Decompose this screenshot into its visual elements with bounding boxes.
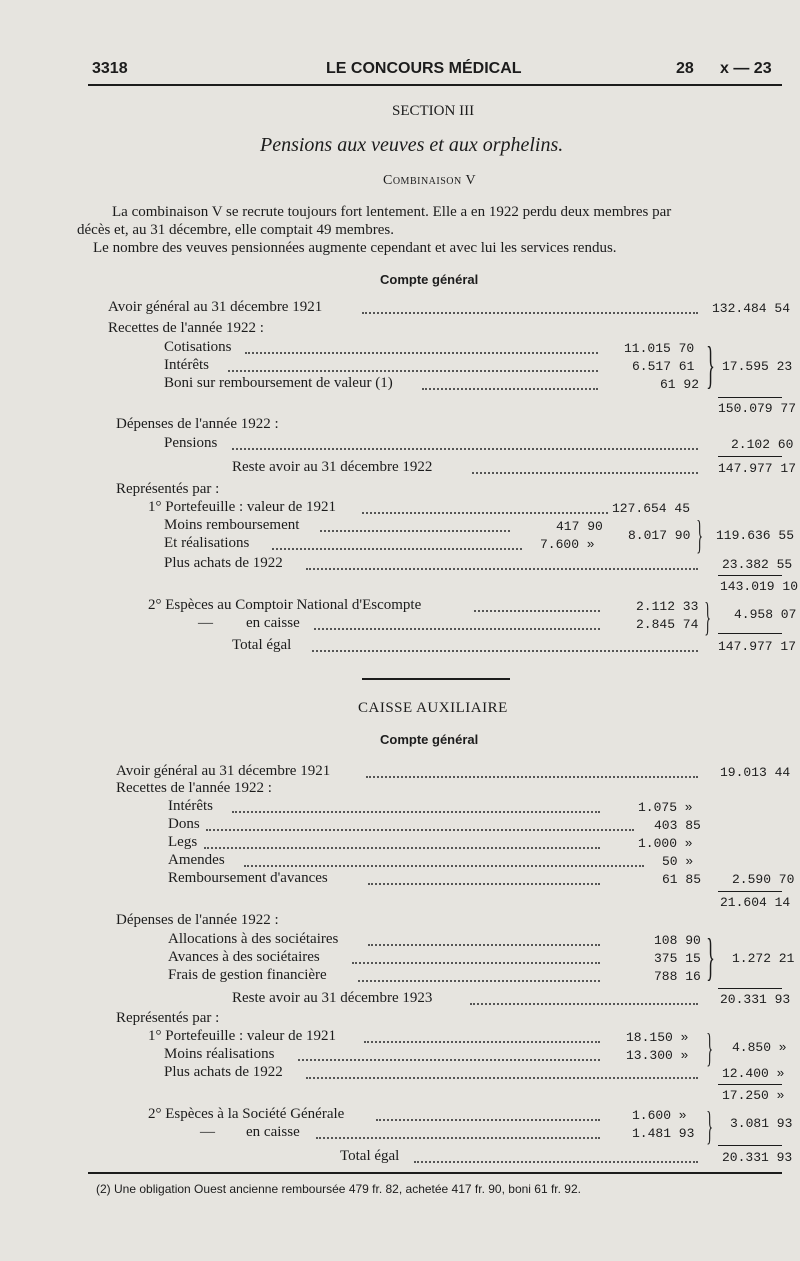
c2-subtotal: 21.604 14	[720, 895, 791, 910]
dot-leader	[306, 1077, 698, 1079]
footer-rule	[88, 1172, 782, 1174]
intro-line-1: La combinaison V se recrute toujours fort lentement. Elle a en 1922 perdu deux membres par	[112, 204, 672, 220]
c1-representes: Représentés par :	[116, 481, 220, 497]
c2-item-4-label: Remboursement d'avances	[168, 870, 328, 886]
dot-leader	[362, 312, 698, 314]
c1-portefeuille-value: 127.654 45	[612, 501, 691, 516]
section-subtitle: Combinaison V	[383, 173, 477, 188]
issue-suffix: x — 23	[720, 60, 772, 77]
c1-pensions-value: 2.102 60	[731, 437, 794, 452]
dot-leader	[366, 776, 698, 778]
c2-avoir-label: Avoir général au 31 décembre 1921	[116, 763, 331, 779]
caisse-title: CAISSE AUXILIAIRE	[358, 700, 508, 716]
c2-achats-value: 12.400 »	[722, 1066, 785, 1081]
c2-moins-label: Moins réalisations	[164, 1046, 275, 1062]
c1-especes-total: 4.958 07	[734, 607, 797, 622]
dot-leader	[422, 388, 598, 390]
dot-leader	[204, 847, 600, 849]
dot-leader	[414, 1161, 698, 1163]
sum-rule	[718, 891, 782, 892]
sum-rule	[718, 988, 782, 989]
c1-realisations-label: Et réalisations	[164, 535, 250, 551]
sum-rule	[718, 1145, 782, 1146]
c1-avoir-value: 132.484 54	[712, 301, 791, 316]
c1-depenses-label: Dépenses de l'année 1922 :	[116, 416, 279, 432]
c2-especes-total: 3.081 93	[730, 1116, 793, 1131]
dot-leader	[314, 628, 600, 630]
c2-especes-value: 1.600 »	[632, 1108, 687, 1123]
intro-line-3: Le nombre des veuves pensionnées augmente cependant et avec lui les services rendus.	[93, 240, 617, 256]
c2-dep-0-value: 108 90	[654, 933, 701, 948]
c1-interets-label: Intérêts	[164, 357, 209, 373]
c2-dep-2-value: 788 16	[654, 969, 701, 984]
c1-moins-label: Moins remboursement	[164, 517, 300, 533]
c1-achats-value: 23.382 55	[722, 557, 793, 572]
c1-caisse-label: en caisse	[246, 615, 300, 631]
c1-recettes-total: 17.595 23	[722, 359, 793, 374]
c2-item-2-label: Legs	[168, 834, 198, 850]
dot-leader	[376, 1119, 600, 1121]
c2-portefeuille-total: 17.250 »	[722, 1088, 785, 1103]
brace-icon: }	[706, 929, 715, 986]
sum-rule	[718, 575, 782, 576]
section-divider	[362, 678, 510, 680]
c2-dep-2-label: Frais de gestion financière	[168, 967, 327, 983]
dot-leader	[206, 829, 634, 831]
header-rule	[88, 84, 782, 86]
dot-leader	[320, 530, 510, 532]
c2-representes: Représentés par :	[116, 1010, 220, 1026]
dot-leader	[312, 650, 698, 652]
page-number: 3318	[92, 60, 128, 77]
c1-realisations-value: 7.600 »	[540, 537, 595, 552]
c2-total-value: 20.331 93	[722, 1150, 793, 1165]
sum-rule	[718, 397, 782, 398]
c1-total-value: 147.977 17	[718, 639, 797, 654]
c1-pensions-label: Pensions	[164, 435, 218, 451]
c1-portefeuille-net: 119.636 55	[716, 528, 795, 543]
dot-leader	[298, 1059, 600, 1061]
brace-icon: }	[704, 594, 711, 639]
intro-line-2: décès et, au 31 décembre, elle comptait 49 membres.	[77, 222, 394, 238]
c1-achats-label: Plus achats de 1922	[164, 555, 283, 571]
dot-leader	[316, 1137, 600, 1139]
c1-cotisations-value: 11.015 70	[624, 341, 695, 356]
c2-especes-label: 2° Espèces à la Société Générale	[148, 1106, 345, 1122]
c1-caisse-value: 2.845 74	[636, 617, 699, 632]
compte-heading: Compte général	[380, 272, 479, 287]
c1-moins-value: 417 90	[556, 519, 603, 534]
c2-caisse-value: 1.481 93	[632, 1126, 695, 1141]
dot-leader	[472, 472, 698, 474]
dot-leader	[244, 865, 644, 867]
c1-reste-label: Reste avoir au 31 décembre 1922	[232, 459, 433, 475]
c2-item-0-value: 1.075 »	[638, 800, 693, 815]
dot-leader	[474, 610, 600, 612]
dot-leader	[364, 1041, 600, 1043]
c2-dep-1-label: Avances à des sociétaires	[168, 949, 320, 965]
dot-leader	[358, 980, 600, 982]
sum-rule	[718, 456, 782, 457]
dot-leader	[368, 944, 600, 946]
c1-portefeuille-label: 1° Portefeuille : valeur de 1921	[148, 499, 337, 515]
c2-item-3-label: Amendes	[168, 852, 225, 868]
dot-leader	[362, 512, 608, 514]
dot-leader	[232, 448, 698, 450]
dot-leader	[245, 352, 598, 354]
dot-leader	[306, 568, 698, 570]
dot-leader	[470, 1003, 698, 1005]
c2-caisse-dash: —	[200, 1124, 215, 1140]
c1-especes-value: 2.112 33	[636, 599, 699, 614]
c2-depenses-label: Dépenses de l'année 1922 :	[116, 912, 279, 928]
c1-moins-total: 8.017 90	[628, 528, 691, 543]
c2-avoir-value: 19.013 44	[720, 765, 791, 780]
footnote: (2) Une obligation Ouest ancienne remboursée 479 fr. 82, achetée 417 fr. 90, boni 61 fr. 92.	[96, 1182, 581, 1196]
dot-leader	[368, 883, 600, 885]
caisse-heading: Compte général	[380, 732, 479, 747]
c2-portefeuille-label: 1° Portefeuille : valeur de 1921	[148, 1028, 337, 1044]
c2-reste-label: Reste avoir au 31 décembre 1923	[232, 990, 433, 1006]
c2-item-3-value: 50 »	[662, 854, 694, 869]
c2-depenses-total: 1.272 21	[732, 951, 795, 966]
c2-moins-value: 13.300 »	[626, 1048, 689, 1063]
c1-total-label: Total égal	[232, 637, 292, 653]
c2-moins-total: 4.850 »	[732, 1040, 787, 1055]
c2-item-1-value: 403 85	[654, 818, 701, 833]
brace-icon: }	[706, 337, 715, 394]
c1-caisse-dash: —	[198, 615, 213, 631]
c1-interets-value: 6.517 61	[632, 359, 695, 374]
dot-leader	[232, 811, 600, 813]
c2-dep-1-value: 375 15	[654, 951, 701, 966]
c2-achats-label: Plus achats de 1922	[164, 1064, 283, 1080]
c2-item-1-label: Dons	[168, 816, 200, 832]
c1-boni-label: Boni sur remboursement de valeur (1)	[164, 375, 393, 391]
c1-subtotal: 150.079 77	[718, 401, 797, 416]
sum-rule	[718, 633, 782, 634]
issue-number: 28	[676, 60, 694, 77]
c2-dep-0-label: Allocations à des sociétaires	[168, 931, 339, 947]
brace-icon: }	[706, 1025, 713, 1070]
c2-recettes-total: 2.590 70	[732, 872, 795, 887]
brace-icon: }	[696, 512, 703, 557]
c2-caisse-label: en caisse	[246, 1124, 300, 1140]
c1-reste-value: 147.977 17	[718, 461, 797, 476]
c1-recettes-label: Recettes de l'année 1922 :	[108, 320, 264, 336]
c1-especes-label: 2° Espèces au Comptoir National d'Escompte	[148, 597, 422, 613]
sum-rule	[718, 1084, 782, 1085]
c1-cotisations-label: Cotisations	[164, 339, 232, 355]
c2-total-label: Total égal	[340, 1148, 400, 1164]
brace-icon: }	[706, 1103, 713, 1148]
dot-leader	[272, 548, 522, 550]
section-title: Pensions aux veuves et aux orphelins.	[260, 134, 564, 156]
c2-item-2-value: 1.000 »	[638, 836, 693, 851]
c1-portefeuille-total: 143.019 10	[720, 579, 799, 594]
c1-boni-value: 61 92	[660, 377, 700, 392]
dot-leader	[352, 962, 600, 964]
c2-recettes-label: Recettes de l'année 1922 :	[116, 780, 272, 796]
section-label: SECTION III	[392, 103, 475, 119]
c2-portefeuille-value: 18.150 »	[626, 1030, 689, 1045]
dot-leader	[228, 370, 598, 372]
c1-avoir-label: Avoir général au 31 décembre 1921	[108, 299, 323, 315]
journal-title: LE CONCOURS MÉDICAL	[326, 60, 522, 77]
c2-item-4-value: 61 85	[662, 872, 702, 887]
c2-reste-value: 20.331 93	[720, 992, 791, 1007]
c2-item-0-label: Intérêts	[168, 798, 213, 814]
